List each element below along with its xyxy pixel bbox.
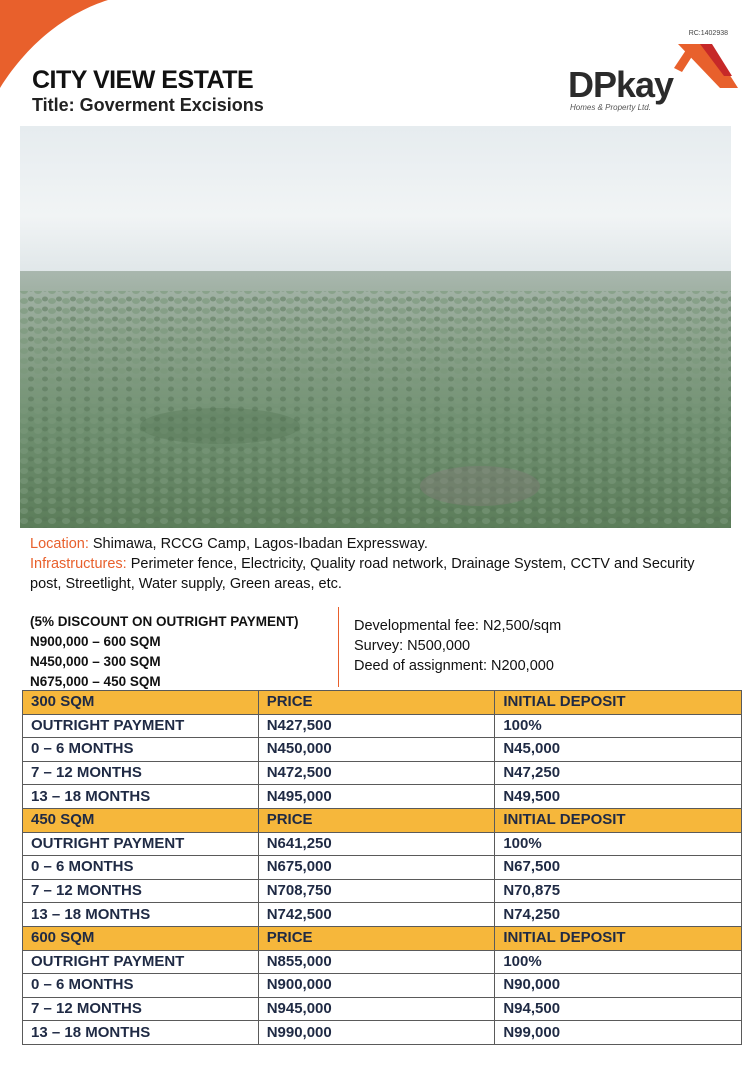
deposit-cell: N67,500 xyxy=(495,856,742,880)
table-row xyxy=(23,1021,742,1045)
deposit-cell: 100% xyxy=(495,714,742,738)
price-line: N675,000 – 450 SQM xyxy=(30,674,161,689)
plan-cell: 7 – 12 MONTHS xyxy=(23,761,259,785)
fee-line: Developmental fee: N2,500/sqm xyxy=(354,618,562,634)
deposit-header-cell: INITIAL DEPOSIT xyxy=(495,926,742,950)
deposit-cell: 100% xyxy=(495,950,742,974)
table-row xyxy=(23,950,742,974)
table-row xyxy=(23,714,742,738)
table-row xyxy=(23,856,742,880)
vertical-divider xyxy=(338,607,339,687)
plan-cell: 13 – 18 MONTHS xyxy=(23,903,259,927)
price-cell: N900,000 xyxy=(258,974,495,998)
plan-cell: 7 – 12 MONTHS xyxy=(23,997,259,1021)
price-header-cell: PRICE xyxy=(258,691,495,715)
fees-list xyxy=(354,616,561,676)
deposit-header-cell: INITIAL DEPOSIT xyxy=(495,691,742,715)
location-label: Location: xyxy=(30,536,89,552)
deposit-cell: N74,250 xyxy=(495,903,742,927)
price-cell: N641,250 xyxy=(258,832,495,856)
infrastructure-label: Infrastructures: xyxy=(30,556,127,572)
plan-cell: 0 – 6 MONTHS xyxy=(23,738,259,762)
price-cell: N855,000 xyxy=(258,950,495,974)
price-cell: N742,500 xyxy=(258,903,495,927)
estate-header xyxy=(32,66,264,116)
page-title: CITY VIEW ESTATE xyxy=(32,66,254,94)
pricing-table xyxy=(22,690,742,1045)
deposit-cell: N70,875 xyxy=(495,879,742,903)
section-header-row xyxy=(23,691,742,715)
section-header-row xyxy=(23,926,742,950)
table-row xyxy=(23,974,742,998)
estate-info xyxy=(30,534,730,594)
plan-cell: 13 – 18 MONTHS xyxy=(23,1021,259,1045)
deposit-cell: N49,500 xyxy=(495,785,742,809)
deposit-cell: N45,000 xyxy=(495,738,742,762)
table-row xyxy=(23,785,742,809)
location-value: Shimawa, RCCG Camp, Lagos-Ibadan Expressway. xyxy=(88,536,428,552)
table-row xyxy=(23,832,742,856)
price-header-cell: PRICE xyxy=(258,926,495,950)
price-cell: N427,500 xyxy=(258,714,495,738)
fee-line: Survey: N500,000 xyxy=(354,638,471,654)
plan-cell: OUTRIGHT PAYMENT xyxy=(23,714,259,738)
section-header-row xyxy=(23,808,742,832)
location-line xyxy=(30,534,730,554)
deposit-cell: N47,250 xyxy=(495,761,742,785)
table-row xyxy=(23,761,742,785)
price-cell: N675,000 xyxy=(258,856,495,880)
price-cell: N990,000 xyxy=(258,1021,495,1045)
infrastructure-value: Perimeter fence, Electricity, Quality road network, Drainage System, CCTV and Security post, Streetlight, Water supply, Green areas, etc. xyxy=(30,556,695,592)
plan-cell: OUTRIGHT PAYMENT xyxy=(23,950,259,974)
price-cell: N495,000 xyxy=(258,785,495,809)
table-row xyxy=(23,738,742,762)
plan-cell: 0 – 6 MONTHS xyxy=(23,856,259,880)
table-row xyxy=(23,997,742,1021)
logo-brand: DPkay xyxy=(568,64,674,105)
deposit-cell: N90,000 xyxy=(495,974,742,998)
deposit-cell: N99,000 xyxy=(495,1021,742,1045)
price-cell: N450,000 xyxy=(258,738,495,762)
company-logo xyxy=(560,28,740,118)
deposit-header-cell: INITIAL DEPOSIT xyxy=(495,808,742,832)
page-subtitle: Title: Goverment Excisions xyxy=(32,95,264,115)
discount-note: (5% DISCOUNT ON OUTRIGHT PAYMENT) xyxy=(30,614,299,629)
plan-cell: 0 – 6 MONTHS xyxy=(23,974,259,998)
price-header-cell: PRICE xyxy=(258,808,495,832)
price-cell: N472,500 xyxy=(258,761,495,785)
fee-line: Deed of assignment: N200,000 xyxy=(354,658,554,674)
price-cell: N708,750 xyxy=(258,879,495,903)
plan-cell: OUTRIGHT PAYMENT xyxy=(23,832,259,856)
price-line: N900,000 – 600 SQM xyxy=(30,634,161,649)
size-cell: 450 SQM xyxy=(23,808,259,832)
pricing-summary xyxy=(30,612,299,692)
size-cell: 600 SQM xyxy=(23,926,259,950)
price-line: N450,000 – 300 SQM xyxy=(30,654,161,669)
plan-cell: 7 – 12 MONTHS xyxy=(23,879,259,903)
logo-tagline: Homes & Property Ltd. xyxy=(570,103,651,112)
deposit-cell: N94,500 xyxy=(495,997,742,1021)
deposit-cell: 100% xyxy=(495,832,742,856)
logo-rc-number: RC:1402938 xyxy=(688,30,728,37)
plan-cell: 13 – 18 MONTHS xyxy=(23,785,259,809)
infrastructure-line xyxy=(30,554,730,594)
estate-photo xyxy=(20,126,731,528)
size-cell: 300 SQM xyxy=(23,691,259,715)
price-cell: N945,000 xyxy=(258,997,495,1021)
table-row xyxy=(23,903,742,927)
table-row xyxy=(23,879,742,903)
